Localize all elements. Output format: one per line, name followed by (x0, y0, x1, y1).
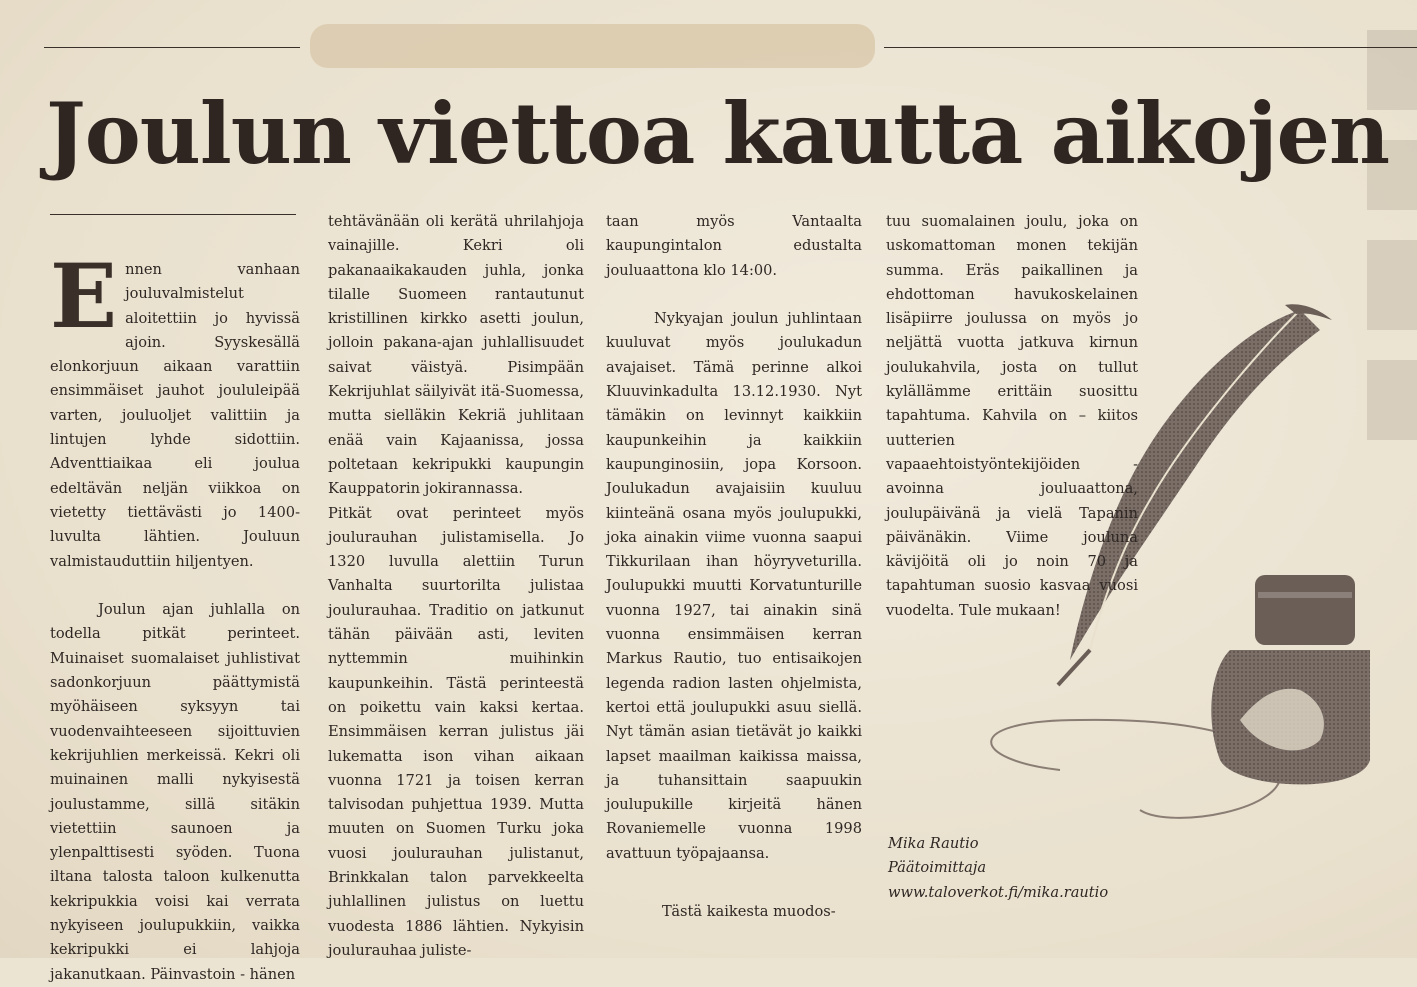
top-rule-left (44, 47, 300, 48)
inkwell-icon (1211, 575, 1370, 784)
paragraph: Pitkät ovat perinteet myös joulurauhan julistamisella. Jo 1320 luvulla alettiin Turun Vanhalta suurtorilta julistaa joulurauhaa. Traditio on jatkunut tähän päivään asti, leviten nyttemmin muihinkin kaupunkeihin. Tästä perinteestä on poikettu vain kaksi kertaa. Ensimmäisen kerran julistus jäi lukematta ison vihan aikaan vuonna 1721 ja toisen kerran talvisodan puhjettua 1939. Mutta muuten on Suomen Turku joka vuosi joulurauhan julistanut, Brinkkalan talon parvekkeelta juhlallinen julistus on luettu vuodesta 1886 lähtien. Nykyisin joulurauhaa juliste- (328, 504, 584, 959)
paragraph: Nykyajan joulun juhlintaan kuuluvat myös joulukadun avajaiset. Tämä perinne alkoi Kluuvinkadulta 13.12.1930. Nyt tämäkin on levinnyt kaikkiin kaupunkeihin ja kaikkiin kaupunginosiin, jopa Korsoon. Joulukadun avajaisiin kuuluu kiinteänä osana myös joulupukki, joka ainakin viime vuonna saapui Tikkurilaan ihan höyryveturilla. Joulupukki muutti Korvatunturille vuonna 1927, tai ainakin sinä vuonna ensimmäisen kerran Markus Rautio, tuo entisaikojen legenda radion lasten ohjelmista, kertoi että joulupukki asuu siellä. Nyt tämän asian tietävät jo kaikki lapset maailman kaikissa maissa, ja tuhansittain saapuukin joulupukille kirjeitä hänen Rovaniemelle vuonna 1998 avattuun työpajaansa. (606, 310, 862, 862)
article-column-2 (328, 210, 584, 963)
headline-rule (50, 214, 296, 215)
paragraph: taan myös Vantaalta kaupungintalon edustalta jouluaattona klo 14:00. (606, 213, 862, 279)
author-name: Mika Rautio (888, 835, 979, 852)
section-banner (310, 24, 875, 68)
paragraph: tuu suomalainen joulu, joka on uskomattoman monen tekijän summa. Eräs paikallinen ja ehdottoman havukoskelainen lisäpiirre joulussa on myös jo neljättä vuotta jatkuva kirnun joulukahvila, josta on tullut kylällämme erittäin suosittu tapahtuma. Kahvila on – kiitos uutterien vapaaehtoistyöntekijöiden - avoinna jouluaattona, joulupäivänä ja vielä Tapanin päivänäkin. Viime jouluna kävijöitä oli jo noin 70 ja tapahtuman suosio kasvaa vuosi vuodelta. Tule mukaan! (886, 213, 1138, 619)
paragraph: tehtävänään oli kerätä uhrilahjoja vainajille. Kekri oli pakanaaikakauden juhla, jonka tilalle Suomeen rantautunut kristillinen kirkko asetti joulun, jolloin pakana-ajan juhlallisuudet saivat väistyä. Pisimpään Kekrijuhlat säilyivät itä-Suomessa, mutta sielläkin Kekriä juhlitaan enää vain Kajaanissa, jossa poltetaan kekripukki kaupungin Kauppatorin jokirannassa. (328, 213, 584, 498)
paragraph: Tästä kaikesta muodos- (662, 903, 836, 921)
drop-cap: E (50, 244, 118, 348)
headline: Joulun viettoa kautta aikojen (46, 84, 1390, 183)
paragraph: Joulun ajan juhlalla on todella pitkät perinteet. Muinaiset suomalaiset juhlistivat sadonkorjuun päättymistä myöhäiseen syksyyn tai vuodenvaihteeseen sijoittuvien kekrijuhlien merkeissä. Kekri oli muinainen malli nykyisestä joulustamme, sillä sitäkin vietettiin saunoen ja ylenpalttisesti syöden. Tuona iltana talosta taloon kulkenutta kekripukkia voisi kai verrata nykyiseen joulupukkiin, vaikka kekripukki ei lahjoja jakanutkaan. Päinvastoin - hänen (50, 601, 300, 983)
paragraph-text: nnen vanhaan jouluvalmistelut aloitettiin jo hyvissä ajoin. Syyskesällä elonkorjuun aikaan varattiin ensimmäiset jauhot joululeipää varten, jouluoljet valittiin ja lintujen lyhde sidottiin. Adventtiaikaa eli joulua edeltävän neljän viikkoa on vietetty tiettävästi jo 1400-luvulta lähtien. Jouluun valmistauduttiin hiljentyen. (50, 261, 300, 570)
paragraph (50, 244, 300, 574)
author-url[interactable]: www.taloverkot.fi/mika.rautio (888, 883, 1109, 901)
article-column-4 (886, 210, 1138, 623)
article-column-3 (606, 210, 862, 924)
signature-block (888, 832, 1188, 905)
top-rule-right (884, 47, 1417, 48)
author-title: Päätoimittaja (888, 859, 987, 877)
article-column-1 (50, 244, 300, 987)
